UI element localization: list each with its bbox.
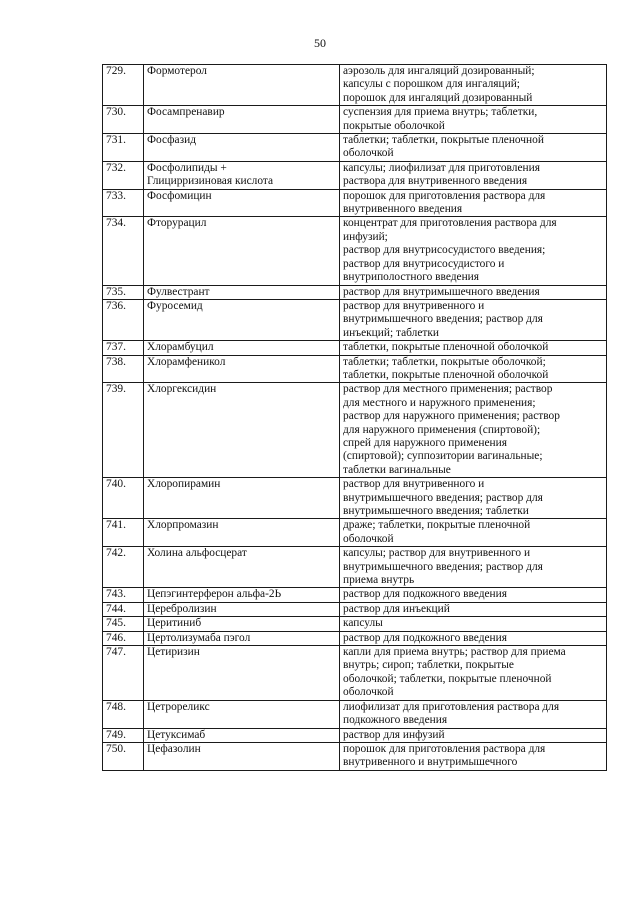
dosage-form-line: таблетки вагинальные <box>343 463 451 476</box>
drug-name: Цетиризин <box>147 646 200 659</box>
drug-name: Фулвестрант <box>147 285 210 298</box>
dosage-form-cell <box>340 299 607 340</box>
table-row <box>103 631 607 645</box>
row-number: 748. <box>103 700 144 728</box>
drug-table <box>102 64 607 771</box>
row-number: 738. <box>103 355 144 383</box>
dosage-form-cell <box>340 646 607 701</box>
drug-name-cell <box>144 478 340 519</box>
table-row <box>103 134 607 162</box>
dosage-form-line: покрытые оболочкой <box>343 119 445 132</box>
drug-name: Фуросемид <box>147 299 203 312</box>
drug-name: Хлоропирамин <box>147 478 221 491</box>
drug-name-cell <box>144 588 340 602</box>
dosage-form-cell <box>340 341 607 355</box>
dosage-form-line: аэрозоль для ингаляций дозированный; <box>343 65 535 77</box>
drug-name-cell <box>144 355 340 383</box>
table-row <box>103 217 607 285</box>
drug-name-cell <box>144 742 340 770</box>
drug-name-cell <box>144 189 340 217</box>
row-number: 739. <box>103 383 144 478</box>
table-row <box>103 519 607 547</box>
dosage-form-line: капсулы с порошком для ингаляций; <box>343 78 520 91</box>
drug-name: Фторурацил <box>147 217 207 230</box>
dosage-form-line: оболочкой; таблетки, покрытые пленочной <box>343 672 552 685</box>
drug-name: Фосфомицин <box>147 189 212 202</box>
drug-name: Цетуксимаб <box>147 728 206 741</box>
table-row <box>103 646 607 701</box>
dosage-form-line: инфузий; <box>343 230 388 243</box>
drug-name-cell <box>144 631 340 645</box>
dosage-form-line: внутриполостного введения <box>343 271 480 284</box>
dosage-form-cell <box>340 519 607 547</box>
table-row <box>103 602 607 616</box>
dosage-form-line: раствор для внутривенного и <box>343 478 485 491</box>
drug-name: Цепэгинтерферон альфа-2Ь <box>147 588 282 601</box>
table-row <box>103 341 607 355</box>
table-row <box>103 106 607 134</box>
dosage-form-cell <box>340 631 607 645</box>
dosage-form-line: внутримышечного введения; таблетки <box>343 505 529 517</box>
drug-name-cell <box>144 285 340 299</box>
row-number: 750. <box>103 742 144 770</box>
dosage-form-line: раствор для подкожного введения <box>343 588 507 601</box>
table-row <box>103 588 607 602</box>
drug-name-cell <box>144 547 340 588</box>
row-number: 736. <box>103 299 144 340</box>
dosage-form-line: подкожного введения <box>343 714 448 727</box>
dosage-form-line: раствора для внутривенного введения <box>343 175 528 188</box>
dosage-form-line: раствор для инъекций <box>343 602 450 615</box>
drug-name-cell <box>144 161 340 189</box>
dosage-form-line: порошок для ингаляций дозированный <box>343 91 533 104</box>
row-number: 729. <box>103 65 144 106</box>
drug-name-cell <box>144 602 340 616</box>
dosage-form-line: капли для приема внутрь; раствор для приема <box>343 646 566 659</box>
dosage-form-line: раствор для внутрисосудистого введения; <box>343 244 546 257</box>
table-body <box>103 65 607 771</box>
dosage-form-line: раствор для инфузий <box>343 728 445 741</box>
dosage-form-line: капсулы; лиофилизат для приготовления <box>343 161 540 174</box>
drug-name: Церитиниб <box>147 617 202 630</box>
drug-name-cell <box>144 106 340 134</box>
table-row <box>103 383 607 478</box>
row-number: 737. <box>103 341 144 355</box>
dosage-form-line: для наружного применения (спиртовой); <box>343 423 541 436</box>
drug-name: Формотерол <box>147 65 207 77</box>
dosage-form-line: таблетки; таблетки, покрытые пленочной <box>343 134 544 147</box>
dosage-form-line: оболочкой <box>343 147 394 160</box>
dosage-form-line: инъекций; таблетки <box>343 326 440 339</box>
dosage-form-cell <box>340 355 607 383</box>
table-row <box>103 547 607 588</box>
drug-name-cell <box>144 299 340 340</box>
page-number: 50 <box>314 36 326 50</box>
table-row <box>103 478 607 519</box>
dosage-form-line: раствор для внутривенного и <box>343 299 485 312</box>
table-row <box>103 742 607 770</box>
drug-name: Фосфолипиды + <box>147 161 227 174</box>
dosage-form-line: (спиртовой); суппозитории вагинальные; <box>343 450 543 463</box>
drug-name: Хлоргексидин <box>147 383 217 396</box>
dosage-form-cell <box>340 161 607 189</box>
dosage-form-line: порошок для приготовления раствора для <box>343 742 546 755</box>
dosage-form-line: приема внутрь <box>343 574 415 587</box>
dosage-form-line: порошок для приготовления раствора для <box>343 189 546 202</box>
row-number: 735. <box>103 285 144 299</box>
dosage-form-cell <box>340 134 607 162</box>
row-number: 749. <box>103 728 144 742</box>
drug-name: Хлорамфеникол <box>147 355 226 368</box>
table-row <box>103 65 607 106</box>
row-number: 742. <box>103 547 144 588</box>
dosage-form-line: внутримышечного введения; раствор для <box>343 313 543 326</box>
dosage-form-line: внутривенного введения <box>343 203 463 216</box>
dosage-form-line: внутрь; сироп; таблетки, покрытые <box>343 659 514 672</box>
table-row <box>103 285 607 299</box>
dosage-form-line: суспензия для приема внутрь; таблетки, <box>343 106 538 119</box>
row-number: 734. <box>103 217 144 285</box>
dosage-form-cell <box>340 383 607 478</box>
drug-name: Фосфазид <box>147 134 197 147</box>
dosage-form-cell <box>340 65 607 106</box>
row-number: 731. <box>103 134 144 162</box>
dosage-form-line: оболочкой <box>343 686 394 699</box>
drug-name-cell <box>144 383 340 478</box>
row-number: 747. <box>103 646 144 701</box>
drug-name: Церебролизин <box>147 602 217 615</box>
row-number: 740. <box>103 478 144 519</box>
drug-name: Хлорпромазин <box>147 519 219 532</box>
dosage-form-cell <box>340 106 607 134</box>
dosage-form-line: таблетки, покрытые пленочной оболочкой <box>343 368 549 381</box>
drug-name: Цертолизумаба пэгол <box>147 631 251 644</box>
table-row <box>103 161 607 189</box>
table-row <box>103 700 607 728</box>
dosage-form-cell <box>340 588 607 602</box>
table-row <box>103 355 607 383</box>
dosage-form-cell <box>340 217 607 285</box>
dosage-form-line: внутривенного и внутримышечного <box>343 756 518 769</box>
table-row <box>103 189 607 217</box>
drug-name: Цетрореликс <box>147 700 210 713</box>
row-number: 744. <box>103 602 144 616</box>
row-number: 746. <box>103 631 144 645</box>
drug-name: Цефазолин <box>147 742 201 755</box>
dosage-form-line: оболочкой <box>343 532 394 545</box>
dosage-form-line: таблетки; таблетки, покрытые оболочкой; <box>343 355 546 368</box>
dosage-form-line: капсулы; раствор для внутривенного и <box>343 547 531 560</box>
dosage-form-line: спрей для наружного применения <box>343 436 507 449</box>
dosage-form-line: раствор для местного применения; раствор <box>343 383 553 396</box>
dosage-form-cell <box>340 285 607 299</box>
row-number: 743. <box>103 588 144 602</box>
dosage-form-line: внутримышечного введения; раствор для <box>343 491 543 504</box>
dosage-form-line: лиофилизат для приготовления раствора для <box>343 700 560 713</box>
drug-name-cell <box>144 341 340 355</box>
drug-name-cell <box>144 617 340 631</box>
dosage-form-line: для местного и наружного применения; <box>343 396 536 409</box>
dosage-form-line: капсулы <box>343 617 383 630</box>
dosage-form-cell <box>340 478 607 519</box>
dosage-form-line: раствор для наружного применения; раствор <box>343 410 560 423</box>
drug-name: Фосампренавир <box>147 106 225 119</box>
drug-name-cell <box>144 646 340 701</box>
table-row <box>103 617 607 631</box>
dosage-form-line: таблетки, покрытые пленочной оболочкой <box>343 341 549 354</box>
dosage-form-line: раствор для внутрисосудистого и <box>343 257 505 270</box>
row-number: 733. <box>103 189 144 217</box>
drug-name-cell <box>144 217 340 285</box>
drug-name-cell <box>144 65 340 106</box>
drug-name-cell <box>144 728 340 742</box>
dosage-form-cell <box>340 728 607 742</box>
drug-name-cell <box>144 519 340 547</box>
dosage-form-line: драже; таблетки, покрытые пленочной <box>343 519 531 532</box>
drug-name: Глицирризиновая кислота <box>147 175 274 188</box>
dosage-form-cell <box>340 602 607 616</box>
dosage-form-cell <box>340 617 607 631</box>
drug-name-cell <box>144 134 340 162</box>
row-number: 745. <box>103 617 144 631</box>
dosage-form-line: раствор для подкожного введения <box>343 631 507 644</box>
drug-name: Холина альфосцерат <box>147 547 247 560</box>
dosage-form-cell <box>340 700 607 728</box>
dosage-form-cell <box>340 189 607 217</box>
dosage-form-cell <box>340 742 607 770</box>
row-number: 741. <box>103 519 144 547</box>
dosage-form-line: раствор для внутримышечного введения <box>343 285 540 298</box>
dosage-form-line: внутримышечного введения; раствор для <box>343 560 543 573</box>
table-row <box>103 728 607 742</box>
row-number: 730. <box>103 106 144 134</box>
dosage-form-line: концентрат для приготовления раствора для <box>343 217 557 230</box>
table-row <box>103 299 607 340</box>
dosage-form-cell <box>340 547 607 588</box>
row-number: 732. <box>103 161 144 189</box>
drug-name: Хлорамбуцил <box>147 341 214 354</box>
drug-name-cell <box>144 700 340 728</box>
